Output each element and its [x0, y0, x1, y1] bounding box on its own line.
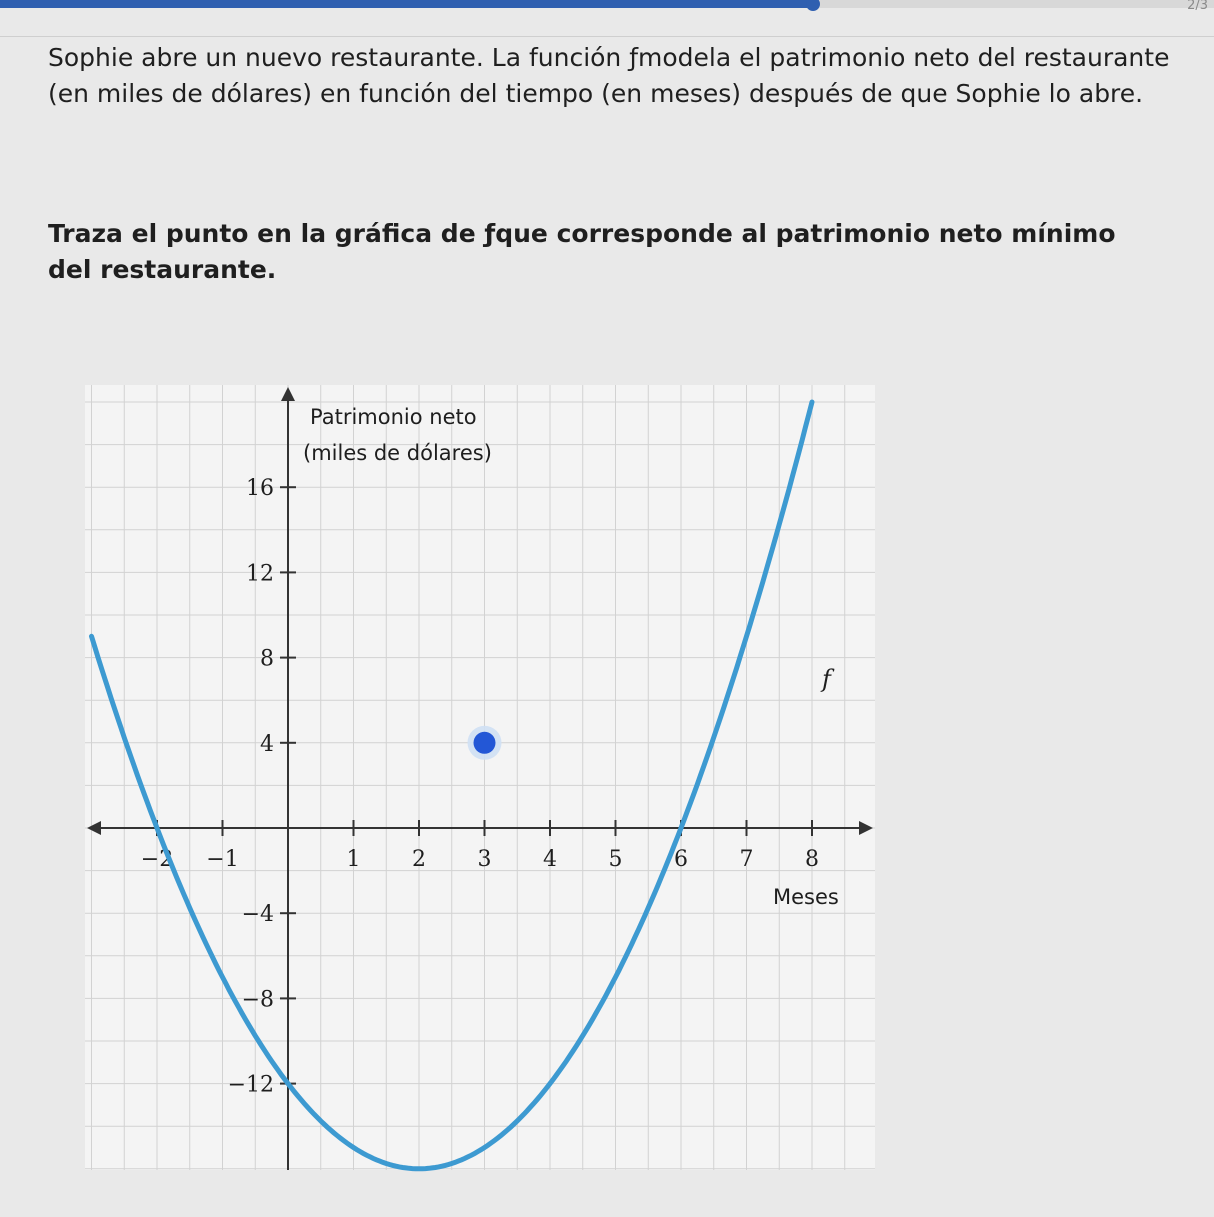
question-instruction: Traza el punto en la gráfica de ƒque corresponde al patrimonio neto mínimo del restaurante.: [48, 219, 1116, 284]
x-tick-label: 8: [805, 847, 819, 872]
y-tick-label: −8: [241, 987, 274, 1013]
y-tick-label: 4: [260, 731, 274, 757]
question-text: Sophie abre un nuevo restaurante. La función ƒmodela el patrimonio neto del restaurante (en miles de dólares) en función del tiempo (en meses) después de que Sophie lo abre.: [48, 43, 1170, 108]
x-tick-label: −1: [206, 847, 239, 872]
function-label: f: [822, 665, 831, 693]
x-axis-title: Meses: [773, 885, 839, 909]
y-tick-label: 12: [246, 561, 274, 587]
x-tick-label: 7: [739, 847, 754, 872]
x-tick-label: 6: [674, 847, 688, 872]
graph-background[interactable]: [85, 385, 875, 1170]
y-tick-label: −4: [241, 902, 274, 928]
y-tick-label: −12: [227, 1072, 274, 1098]
x-tick-label: 5: [608, 847, 623, 872]
y-tick-label: 8: [260, 646, 274, 672]
y-axis-subtitle: (miles de dólares): [303, 441, 492, 465]
progress-counter: 2/3: [1187, 0, 1208, 13]
draggable-point[interactable]: [474, 732, 496, 754]
y-axis-title: Patrimonio neto: [310, 405, 477, 429]
x-tick-label: 3: [477, 847, 492, 872]
x-tick-label: 1: [346, 847, 361, 872]
x-tick-label: 4: [543, 847, 557, 872]
x-tick-label: 2: [412, 847, 426, 872]
x-tick-label: −2: [140, 847, 174, 872]
y-tick-label: 16: [246, 476, 274, 502]
